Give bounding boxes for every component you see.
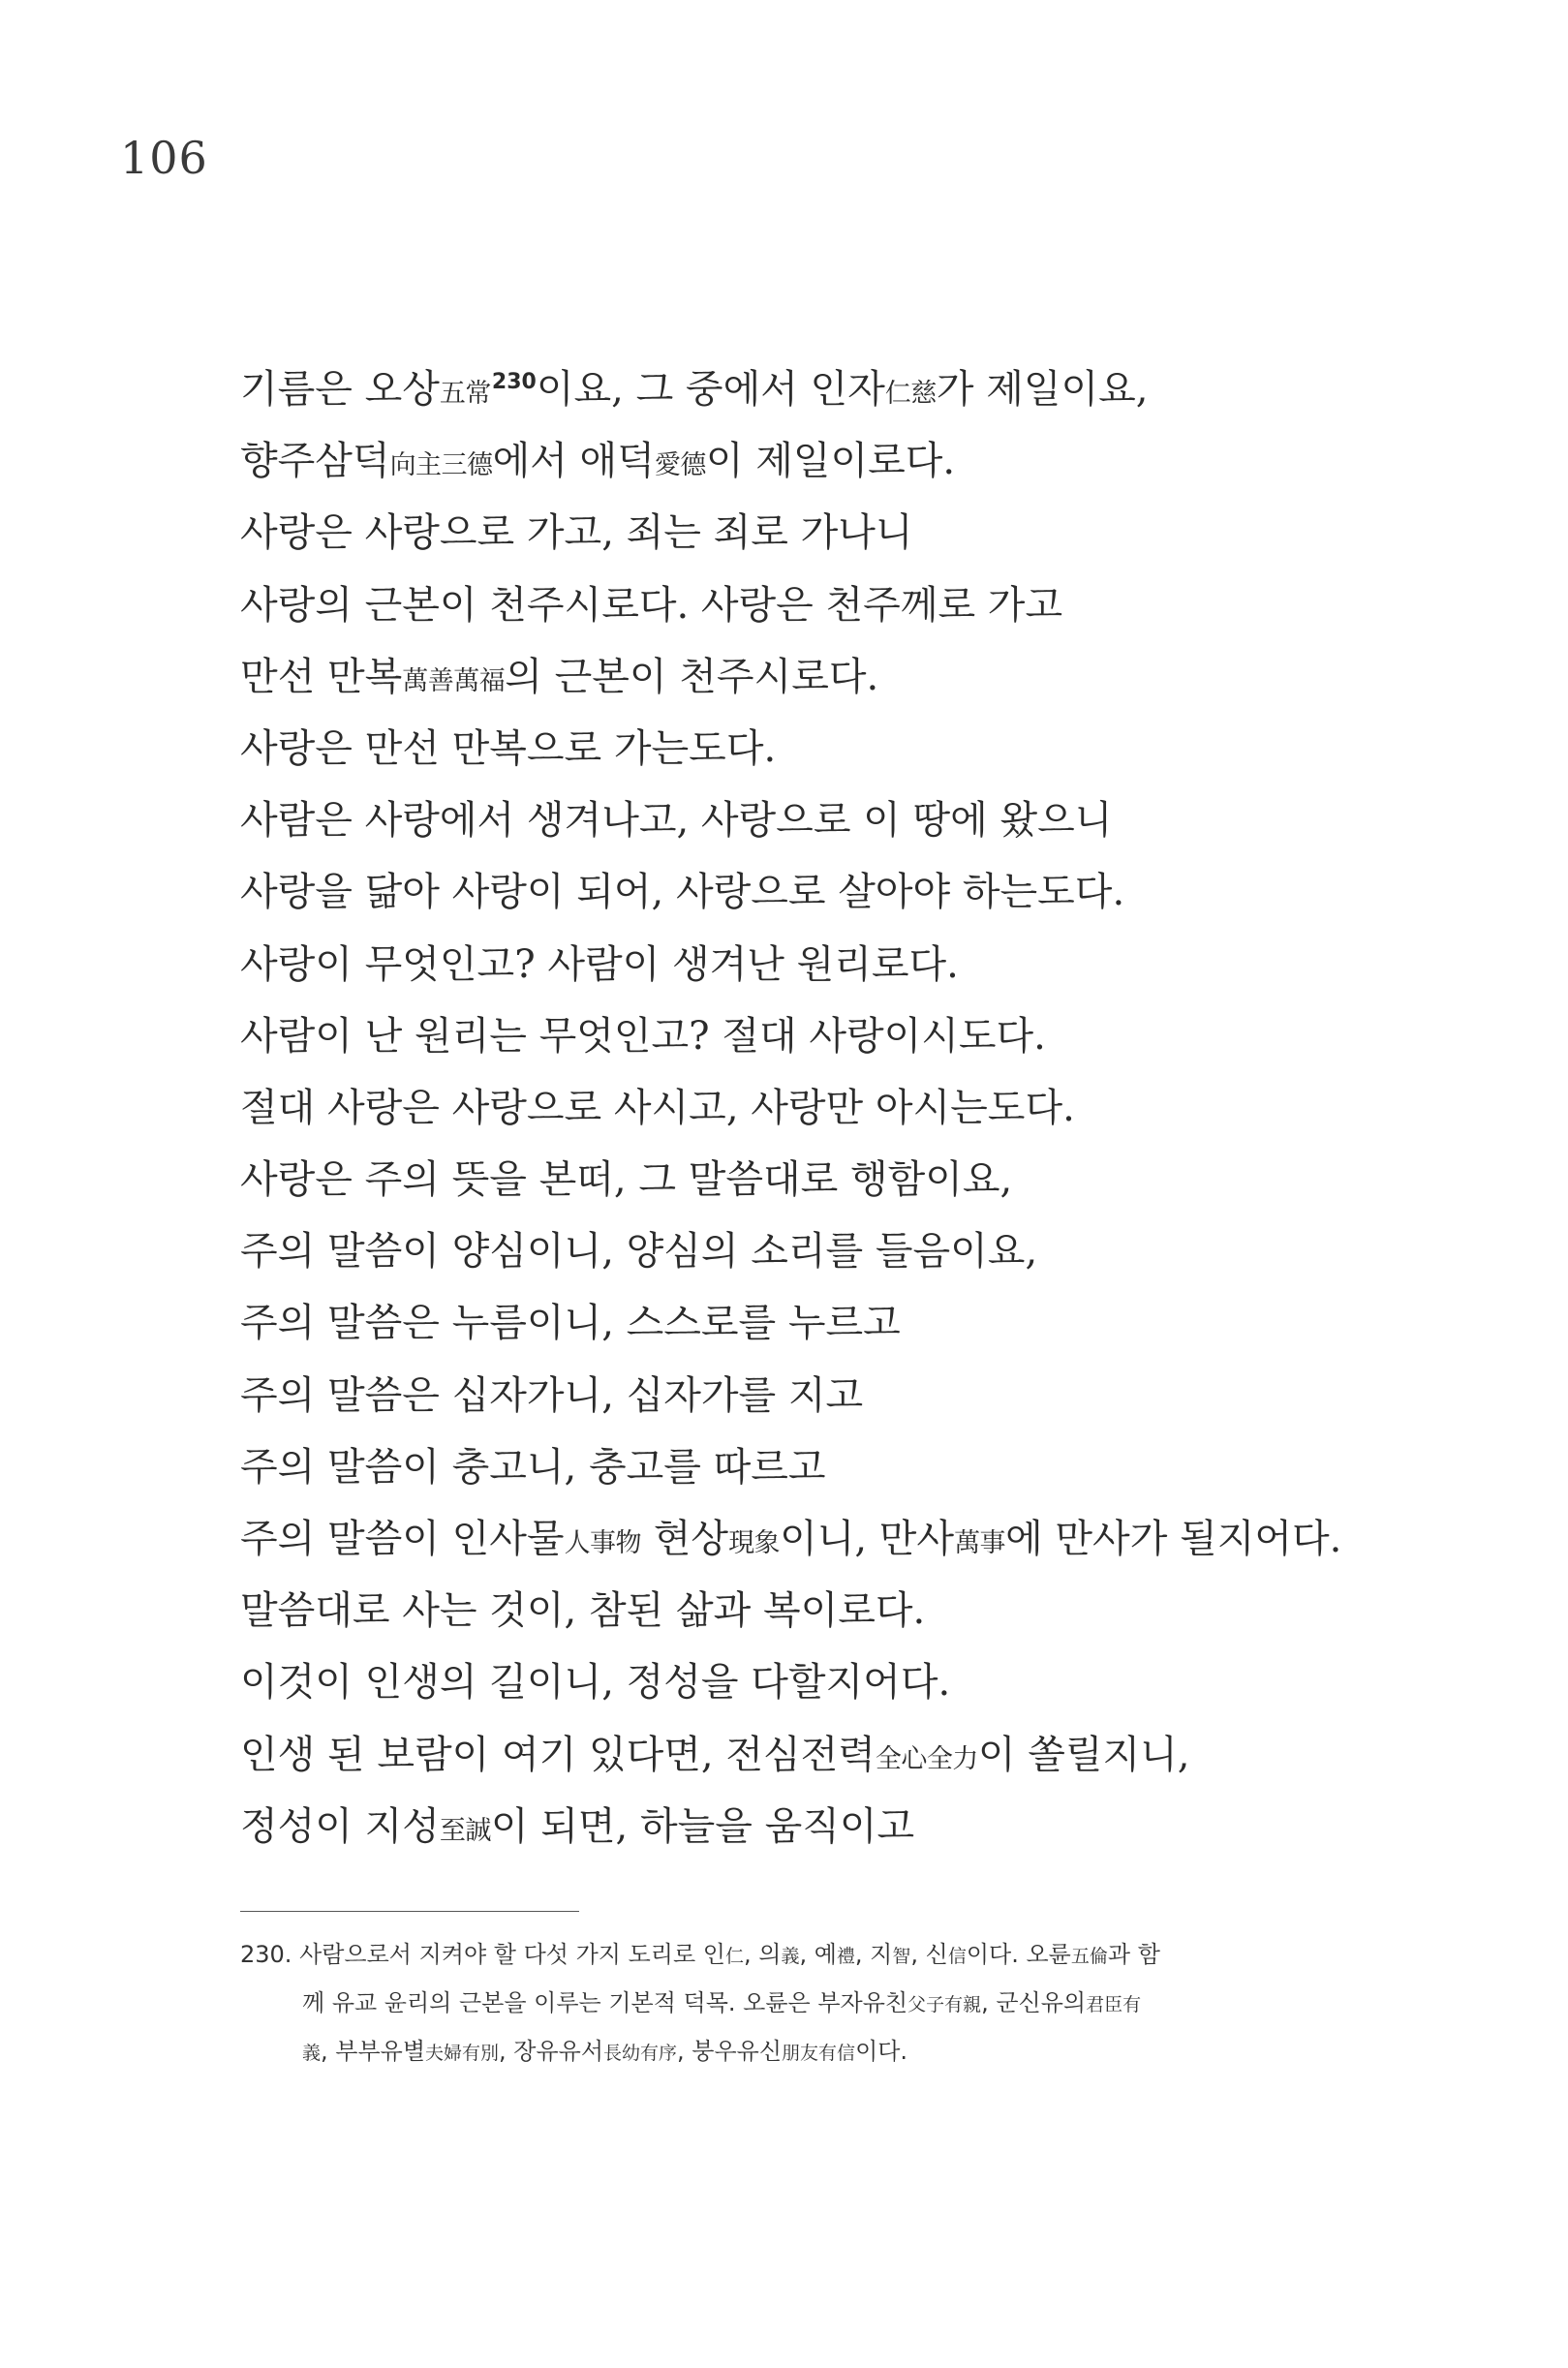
poem-line [240, 1719, 1383, 1791]
text-segment: 이니, 만사 [780, 1517, 955, 1561]
poem-line [240, 425, 1383, 497]
text-segment: 230. 사람으로서 지켜야 할 다섯 가지 도리로 인 [240, 1941, 725, 1968]
poem-line [240, 1791, 1383, 1862]
text-segment: 기름은 오상 [240, 367, 440, 412]
poem-body [240, 354, 1383, 1862]
text-segment: 께 유교 윤리의 근본을 이루는 기본적 덕목. 오륜은 부자유친 [302, 1989, 908, 2016]
hanja-annotation: 五常 [439, 379, 491, 409]
text-segment: 과 함 [1107, 1941, 1160, 1968]
hanja-annotation: 人事物 [564, 1528, 642, 1558]
text-segment: 주의 말씀이 양심이니, 양심의 소리를 들음이요, [240, 1229, 1038, 1275]
text-segment: , 장유유서 [499, 2038, 604, 2065]
poem-line [240, 1431, 1383, 1503]
poem-line [240, 1575, 1383, 1646]
hanja-annotation: 仁慈 [884, 379, 937, 409]
poem-line [240, 1072, 1383, 1144]
hanja-annotation: 夫婦有別 [425, 2043, 500, 2064]
poem-line [240, 713, 1383, 784]
poem-line [240, 641, 1383, 713]
text-segment: 사랑이 무엇인고? 사람이 생겨난 원리로다. [240, 941, 959, 987]
hanja-annotation: 信 [947, 1946, 967, 1967]
hanja-annotation: 長幼有序 [603, 2043, 678, 2064]
text-segment: 사랑은 주의 뜻을 본떠, 그 말씀대로 행함이요, [240, 1157, 1013, 1203]
hanja-annotation: 父子有親 [907, 1994, 982, 2015]
text-segment: 만선 만복 [240, 654, 403, 699]
text-segment: 주의 말씀이 인사물 [240, 1517, 565, 1561]
text-segment: 사람이 난 원리는 무엇인고? 절대 사랑이시도다. [240, 1013, 1046, 1059]
poem-line [240, 1215, 1383, 1287]
text-segment: 이다. 오륜 [966, 1941, 1071, 1968]
hanja-annotation: 智 [892, 1946, 911, 1967]
hanja-annotation: 義 [781, 1946, 800, 1967]
text-segment: 주의 말씀은 십자가니, 십자가를 지고 [240, 1372, 864, 1418]
text-segment: 에서 애덕 [492, 439, 655, 484]
footnote-divider [240, 1911, 579, 1912]
text-segment: 사랑의 근본이 천주시로다. 사랑은 천주께로 가고 [240, 582, 1063, 628]
text-segment: 정성이 지성 [240, 1803, 440, 1849]
hanja-annotation: 義 [302, 2043, 322, 2064]
hanja-annotation: 向主三德 [389, 450, 493, 481]
hanja-annotation: 萬善萬福 [402, 665, 506, 696]
text-segment: , 신 [910, 1941, 948, 1968]
text-segment: 사랑을 닮아 사랑이 되어, 사랑으로 살아야 하는도다. [240, 870, 1125, 915]
hanja-annotation: 現象 [728, 1528, 781, 1558]
hanja-annotation: 全心全力 [875, 1743, 978, 1774]
poem-line [240, 1503, 1383, 1575]
text-segment: , 붕우유신 [677, 2038, 783, 2065]
poem-line [240, 1646, 1383, 1718]
text-segment: 가 제일이요, [936, 367, 1149, 412]
hanja-annotation: 至誠 [439, 1815, 491, 1846]
text-segment: 절대 사랑은 사랑으로 사시고, 사랑만 아시는도다. [240, 1085, 1075, 1130]
poem-line [240, 1360, 1383, 1431]
text-segment: , 의 [743, 1941, 782, 1968]
text-segment: 이다. [855, 2038, 908, 2065]
text-segment: , 지 [854, 1941, 893, 1968]
text-segment: 주의 말씀은 누름이니, 스스로를 누르고 [240, 1301, 901, 1346]
poem-line [240, 1144, 1383, 1215]
poem-line [240, 497, 1383, 569]
hanja-annotation: 禮 [836, 1946, 855, 1967]
hanja-annotation: 五倫 [1070, 1946, 1108, 1967]
text-segment: , 부부유별 [321, 2038, 426, 2065]
hanja-annotation: 君臣有 [1086, 1994, 1142, 2015]
hanja-annotation: 愛德 [654, 450, 706, 481]
text-segment: 에 만사가 될지어다. [1005, 1517, 1342, 1561]
hanja-annotation: 仁 [724, 1946, 744, 1967]
poem-line [240, 569, 1383, 641]
text-segment: , 군신유의 [981, 1989, 1087, 2016]
text-segment: 사랑은 만선 만복으로 가는도다. [240, 725, 777, 771]
poem-line [240, 1000, 1383, 1072]
hanja-annotation: 朋友有信 [782, 2043, 856, 2064]
text-segment: 이 되면, 하늘을 움직이고 [490, 1803, 915, 1849]
footnote-line [240, 2027, 1335, 2076]
text-segment: 사랑은 사랑으로 가고, 죄는 죄로 가나니 [240, 510, 913, 556]
page-number: 106 [120, 132, 208, 184]
text-segment: 이요, 그 중에서 인자 [536, 367, 885, 412]
text-segment: 의 근본이 천주시로다. [505, 654, 879, 699]
text-segment: 이 쏠릴지니, [977, 1732, 1190, 1777]
text-segment: 인생 된 보람이 여기 있다면, 전심전력 [240, 1732, 876, 1777]
footnote [240, 1930, 1335, 2076]
text-segment: 향주삼덕 [240, 439, 390, 484]
text-segment: 이 제일이로다. [705, 439, 956, 484]
text-segment: 이것이 인생의 길이니, 정성을 다할지어다. [240, 1660, 951, 1706]
poem-line [240, 354, 1383, 425]
text-segment: 말씀대로 사는 것이, 참된 삶과 복이로다. [240, 1588, 926, 1634]
text-segment: 주의 말씀이 충고니, 충고를 따르고 [240, 1444, 826, 1490]
poem-line [240, 929, 1383, 1000]
footnote-line [240, 1930, 1335, 1979]
hanja-annotation: 萬事 [954, 1528, 1006, 1558]
text-segment: , 예 [799, 1941, 837, 1968]
poem-line [240, 1287, 1383, 1359]
poem-line [240, 856, 1383, 928]
text-segment: 사람은 사랑에서 생겨나고, 사랑으로 이 땅에 왔으니 [240, 798, 1113, 844]
poem-line [240, 784, 1383, 856]
footnote-line [240, 1979, 1335, 2027]
footnote-reference: 230 [491, 370, 537, 394]
text-segment: 현상 [641, 1517, 729, 1561]
